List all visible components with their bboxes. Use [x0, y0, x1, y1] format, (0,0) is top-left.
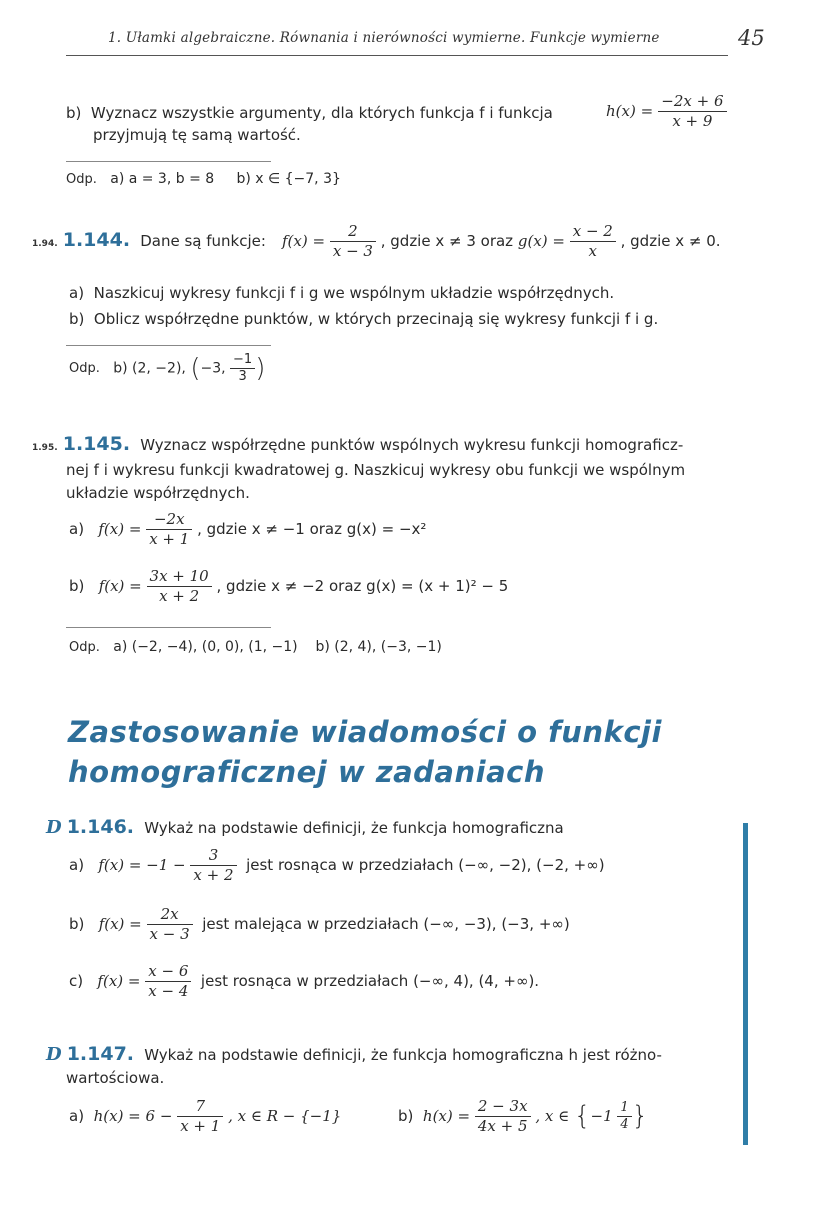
p145-line2: nej f i wykresu funkcji kwadratowej g. Naszkicuj wykresy obu funkcji we wspólnym [66, 461, 686, 479]
problem-number: 1.144. [62, 229, 131, 251]
fraction-denominator: 4x + 5 [477, 1117, 528, 1135]
running-header: 1. Ułamki algebraiczne. Równania i nierówności wymierne. Funkcje wymierne [108, 30, 660, 46]
fraction [475, 1097, 531, 1136]
item-text: jest rosnąca w przedziałach (−∞, 4), (4, +∞). [200, 972, 540, 990]
answer-label: Odp. [66, 172, 97, 187]
p143-b-line2: przyjmują tę samą wartość. [93, 126, 301, 144]
section-title-line2: homograficznej w zadaniach [68, 755, 545, 789]
answer-rule [66, 161, 271, 162]
p145-b [69, 567, 508, 606]
item-text: jest malejąca w przedziałach (−∞, −3), (−3, +∞) [202, 915, 570, 933]
set-fraction [617, 1100, 631, 1133]
g-fraction [570, 222, 616, 261]
fraction-denominator: x − 4 [148, 982, 189, 1000]
item-label: b) [398, 1107, 414, 1125]
fraction-numerator: 3x + 10 [147, 567, 212, 587]
item-text: jest rosnąca w przedziałach (−∞, −2), (−2, +∞) [246, 856, 605, 874]
fraction-numerator: −1 [230, 352, 255, 369]
p146-heading [46, 816, 564, 839]
answer-a: a) (−2, −4), (0, 0), (1, −1) [113, 639, 298, 655]
item-label: a) [69, 284, 85, 302]
p147-heading [46, 1043, 662, 1066]
fraction-denominator: x + 1 [180, 1117, 221, 1135]
fraction [146, 510, 192, 549]
fraction-numerator: 7 [177, 1097, 223, 1117]
item-text: Oblicz współrzędne punktów, w których przecinają się wykresy funkcji f i g. [93, 310, 659, 328]
difficulty-mark: D [46, 1044, 62, 1065]
domain: , x ∈ R − {−1} [228, 1107, 342, 1125]
close-brace: } [631, 1101, 649, 1131]
p144-answer [69, 352, 265, 385]
p147-a [69, 1097, 341, 1136]
p145-answer [69, 639, 442, 655]
p143-answer [66, 171, 341, 187]
fraction-denominator: x − 3 [332, 242, 373, 260]
open-paren: ( [190, 353, 201, 384]
fraction [145, 962, 191, 1001]
f-lhs: f(x) = [98, 915, 142, 933]
answer-a: a) a = 3, b = 8 [110, 171, 215, 187]
open-brace: { [573, 1101, 591, 1131]
p144-heading [32, 229, 266, 252]
h-lhs: h(x) = [422, 1107, 471, 1125]
formula-lhs: h(x) = [606, 102, 654, 120]
problem-number: 1.146. [66, 816, 135, 838]
answer-b: b) (2, −2), [113, 360, 186, 377]
answer-b: b) (2, 4), (−3, −1) [315, 639, 442, 655]
p144-formula [282, 222, 721, 261]
item-label: b) [69, 915, 85, 933]
fraction-numerator: 3 [190, 846, 236, 866]
item-text: Wyznacz wszystkie argumenty, dla których funkcja f i funkcja [90, 104, 553, 122]
problem-lead: Wykaż na podstawie definicji, że funkcja homograficzna [144, 819, 564, 837]
p146-a [69, 846, 605, 885]
fraction [658, 92, 726, 131]
answer-rule [66, 345, 271, 346]
item-label: a) [69, 520, 85, 538]
side-number: 1.95. [32, 443, 58, 453]
f-lhs: f(x) = [98, 577, 142, 595]
f-fraction [330, 222, 376, 261]
problem-number: 1.147. [66, 1043, 135, 1065]
fraction-numerator: x − 6 [145, 962, 191, 982]
p144-b [69, 309, 658, 330]
fraction-denominator: x + 2 [193, 866, 234, 884]
fraction [147, 905, 193, 944]
answer-label: Odp. [69, 640, 100, 655]
answer-point-x: −3, [200, 360, 226, 377]
answer-b: b) x ∈ {−7, 3} [236, 171, 341, 187]
p147-b [398, 1097, 648, 1136]
condition: , gdzie x ≠ −1 oraz g(x) = −x² [197, 520, 427, 538]
p145-heading [32, 433, 683, 456]
item-label: b) [66, 104, 82, 122]
fraction-denominator: x + 2 [159, 587, 200, 605]
p147-line2: wartościowa. [66, 1069, 165, 1087]
fraction [190, 846, 236, 885]
problem-lead: Dane są funkcje: [140, 232, 266, 250]
side-number: 1.94. [32, 239, 58, 249]
answer-rule [66, 627, 271, 628]
p146-b [69, 905, 570, 944]
answer-fraction [230, 352, 255, 385]
fraction-denominator: x + 9 [672, 112, 713, 130]
fraction-denominator: 3 [238, 369, 247, 384]
item-label: c) [69, 972, 84, 990]
fraction-numerator: 2x [147, 905, 193, 925]
p145-line3: układzie współrzędnych. [66, 484, 250, 502]
fraction-denominator: x − 3 [149, 925, 190, 943]
page-number: 45 [738, 26, 765, 50]
g-lhs: g(x) = [517, 232, 565, 250]
h-lhs: h(x) = 6 − [93, 1107, 173, 1125]
fraction-numerator: 2 [330, 222, 376, 242]
fraction-numerator: 1 [617, 1100, 631, 1117]
item-label: a) [69, 1107, 85, 1125]
fraction [147, 567, 212, 606]
close-paren: ) [255, 353, 266, 384]
f-lhs: f(x) = [282, 232, 326, 250]
section-title [68, 712, 662, 792]
p143-b-line1 [66, 103, 553, 124]
item-text: Naszkicuj wykresy funkcji f i g we wspólnym układzie współrzędnych. [93, 284, 615, 302]
domain: , x ∈ [535, 1107, 570, 1125]
fraction-denominator: x [588, 242, 598, 260]
problem-line1: Wyznacz współrzędne punktów wspólnych wykresu funkcji homograficz- [140, 436, 684, 454]
fraction-numerator: x − 2 [570, 222, 616, 242]
f-lhs: f(x) = [97, 972, 141, 990]
p146-c [69, 962, 539, 1001]
f-condition: , gdzie x ≠ 3 oraz [380, 232, 514, 250]
item-label: a) [69, 856, 85, 874]
item-label: b) [69, 577, 85, 595]
condition: , gdzie x ≠ −2 oraz g(x) = (x + 1)² − 5 [216, 577, 509, 595]
fraction-denominator: x + 1 [149, 530, 190, 548]
difficulty-mark: D [46, 817, 62, 838]
answer-label: Odp. [69, 361, 100, 376]
fraction-numerator: −2x [146, 510, 192, 530]
p144-a [69, 283, 614, 304]
section-title-line1: Zastosowanie wiadomości o funkcji [68, 715, 662, 749]
g-condition: , gdzie x ≠ 0. [620, 232, 721, 250]
problem-number: 1.145. [62, 433, 131, 455]
item-label: b) [69, 310, 85, 328]
header-rule [66, 55, 728, 56]
fraction-numerator: 2 − 3x [475, 1097, 531, 1117]
p145-a [69, 510, 426, 549]
set-integer-part: −1 [590, 1107, 613, 1125]
fraction-denominator: 4 [620, 1117, 629, 1132]
problem-line1: Wykaż na podstawie definicji, że funkcja homograficzna h jest różno- [144, 1046, 662, 1064]
fraction-numerator: −2x + 6 [658, 92, 726, 112]
sidebar-accent-bar [743, 823, 748, 1145]
f-lhs: f(x) = −1 − [98, 856, 186, 874]
f-lhs: f(x) = [98, 520, 142, 538]
p143-h-formula [606, 92, 727, 131]
fraction [177, 1097, 223, 1136]
